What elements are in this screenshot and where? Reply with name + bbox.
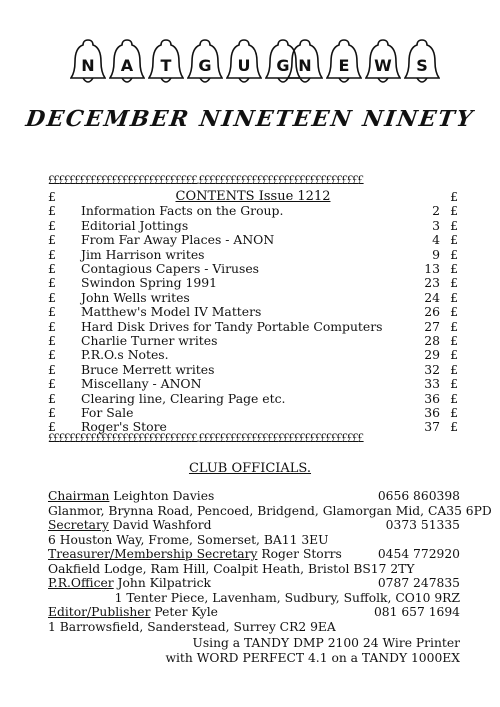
contents-item-page: 4	[432, 232, 440, 248]
contents-row	[48, 347, 458, 361]
contents-row	[48, 405, 458, 419]
contents-item-title: P.R.O.s Notes.	[81, 347, 169, 363]
news-letter-3: S	[416, 56, 428, 75]
pr-officer-name: John Kilpatrick	[113, 576, 211, 590]
contents-row	[48, 203, 458, 217]
contents-item-page: 2	[432, 203, 440, 219]
pr-officer-phone: 0787 247835	[377, 576, 460, 590]
contents-row	[48, 290, 458, 304]
pound-left: £	[48, 217, 56, 233]
contents-row	[48, 218, 458, 232]
chairman-address: Glanmor, Brynna Road, Pencoed, Bridgend, Glamorgan Mid, CA35 6PD	[48, 504, 492, 518]
contents-item-page: 32	[424, 361, 440, 377]
contents-border-top: ££££££££££££££££££££££££££££.£££££££££££££££££££££££££££££££	[48, 174, 363, 186]
pound-left: £	[48, 232, 56, 248]
chairman-name: Leighton Davies	[109, 489, 215, 503]
news-letter-1: E	[338, 56, 350, 75]
natgug-bell-3	[187, 38, 223, 88]
contents-title-row	[48, 189, 458, 203]
issue-date-heading: DECEMBER NINETEEN NINETY	[24, 106, 476, 132]
masthead	[0, 38, 500, 98]
editor-address: 1 Barrowsfield, Sanderstead, Surrey CR2 9EA	[48, 620, 336, 634]
natgug-bell-4	[226, 38, 262, 88]
contents-item-page: 29	[424, 347, 440, 363]
treasurer-role: Treasurer/Membership Secretary	[48, 547, 258, 561]
printer-note-line1: Using a TANDY DMP 2100 24 Wire Printer	[192, 636, 460, 650]
contents-item-page: 24	[424, 289, 440, 305]
editor-role: Editor/Publisher	[48, 605, 151, 619]
contents-item-title: Roger's Store	[81, 419, 167, 435]
natgug-bell-2	[148, 38, 184, 88]
treasurer-name: Roger Storrs	[257, 547, 342, 561]
pound-left: £	[48, 289, 56, 305]
contents-item-page: 27	[424, 318, 440, 334]
pound-right: £	[450, 390, 458, 406]
natgug-letter-2: T	[160, 56, 172, 75]
pound-right: £	[450, 347, 458, 363]
natgug-letter-1: A	[120, 56, 134, 75]
pr-officer-line	[48, 576, 211, 590]
pound-right: £	[450, 376, 458, 392]
contents-item-page: 26	[424, 304, 440, 320]
pound-right: £	[450, 304, 458, 320]
pound-right: £	[450, 246, 458, 262]
editor-line	[48, 605, 218, 619]
editor-phone: 081 657 1694	[373, 605, 460, 619]
pound-right: £	[450, 232, 458, 248]
contents-row	[48, 333, 458, 347]
contents-row	[48, 261, 458, 275]
contents-row	[48, 362, 458, 376]
contents-item-page: 36	[424, 405, 440, 420]
pound-left: £	[48, 419, 56, 435]
printer-note-line2: with WORD PERFECT 4.1 on a TANDY 1000EX	[165, 651, 460, 665]
chairman-role: Chairman	[48, 489, 110, 503]
contents-item-page: 9	[432, 246, 440, 262]
contents-row	[48, 319, 458, 333]
contents-item-title: Clearing line, Clearing Page etc.	[81, 390, 286, 406]
pr-officer-role: P.R.Officer	[48, 576, 114, 590]
contents-item-page: 28	[424, 333, 440, 348]
pound-right: £	[450, 289, 458, 305]
masthead-word-news	[287, 38, 440, 88]
natgug-letter-4: U	[237, 56, 251, 75]
treasurer-line	[48, 547, 342, 561]
contents-item-page: 13	[424, 261, 440, 276]
secretary-role: Secretary	[48, 518, 109, 532]
news-letter-0: N	[298, 56, 312, 75]
pound-left: £	[48, 376, 56, 392]
contents-item-title: Bruce Merrett writes	[81, 361, 215, 377]
contents-item-title: Swindon Spring 1991	[81, 275, 218, 291]
contents-row	[48, 391, 458, 405]
news-bell-2	[365, 38, 401, 88]
pound-right: £	[450, 217, 458, 233]
pr-officer-address: 1 Tenter Piece, Lavenham, Sudbury, Suffolk, CO10 9RZ	[114, 591, 460, 605]
contents-item-page: 37	[424, 419, 440, 435]
natgug-bell-1	[109, 38, 145, 88]
masthead-word-natgug	[70, 38, 301, 88]
contents-item-title: For Sale	[81, 405, 134, 420]
pound-left: £	[48, 347, 56, 363]
pound-left: £	[48, 261, 56, 276]
contents-item-title: Contagious Capers - Viruses	[81, 261, 260, 276]
news-bell-3	[404, 38, 440, 88]
pound-left: £	[48, 203, 56, 219]
natgug-letter-0: N	[81, 56, 95, 75]
contents-item-title: Editorial Jottings	[81, 217, 189, 233]
natgug-letter-5: G	[276, 56, 290, 75]
contents-border-bottom: ££££££££££££££££££££££££££££.£££££££££££££££££££££££££££££££	[48, 432, 363, 444]
contents-title: CONTENTS Issue 1212	[175, 189, 331, 204]
chairman-line	[48, 489, 214, 503]
contents-item-title: Charlie Turner writes	[81, 333, 218, 348]
pound-left: £	[48, 318, 56, 334]
pound-left: £	[48, 246, 56, 262]
contents-item-title: From Far Away Places - ANON	[81, 232, 275, 248]
contents-row	[48, 304, 458, 318]
secretary-name: David Washford	[108, 518, 212, 532]
pound-right: £	[450, 333, 458, 348]
contents-row	[48, 247, 458, 261]
contents-item-title: Hard Disk Drives for Tandy Portable Computers	[81, 318, 383, 334]
chairman-phone: 0656 860398	[377, 489, 460, 503]
pound-right: £	[450, 261, 458, 276]
pound-right: £	[450, 189, 458, 204]
pound-left: £	[48, 405, 56, 420]
news-bell-0	[287, 38, 323, 88]
news-bell-1	[326, 38, 362, 88]
club-officials-title: CLUB OFFICIALS.	[188, 461, 312, 476]
editor-name: Peter Kyle	[150, 605, 218, 619]
natgug-letter-3: G	[198, 56, 212, 75]
pound-right: £	[450, 419, 458, 435]
pound-right: £	[450, 275, 458, 291]
contents-item-page: 23	[424, 275, 440, 291]
news-letter-2: W	[374, 56, 392, 75]
treasurer-phone: 0454 772920	[377, 547, 460, 561]
contents-item-title: Miscellany - ANON	[81, 376, 202, 392]
secretary-line	[48, 518, 211, 532]
contents-item-title: Information Facts on the Group.	[81, 203, 284, 219]
pound-left: £	[48, 304, 56, 320]
pound-left: £	[48, 333, 56, 348]
pound-left: £	[48, 189, 56, 204]
pound-right: £	[450, 203, 458, 219]
pound-left: £	[48, 361, 56, 377]
contents-item-page: 3	[432, 217, 440, 233]
pound-right: £	[450, 361, 458, 377]
secretary-address: 6 Houston Way, Frome, Somerset, BA11 3EU	[48, 533, 329, 547]
contents-row	[48, 275, 458, 289]
contents-item-title: Jim Harrison writes	[81, 246, 205, 262]
contents-item-page: 36	[424, 390, 440, 406]
pound-left: £	[48, 275, 56, 291]
contents-row	[48, 376, 458, 390]
pound-right: £	[450, 318, 458, 334]
secretary-phone: 0373 51335	[385, 518, 460, 532]
pound-right: £	[450, 405, 458, 420]
contents-item-page: 33	[424, 376, 440, 392]
contents-item-title: John Wells writes	[81, 289, 190, 305]
contents-row	[48, 232, 458, 246]
natgug-bell-0	[70, 38, 106, 88]
treasurer-address: Oakfield Lodge, Ram Hill, Coalpit Heath, Bristol BS17 2TY	[48, 562, 415, 576]
contents-item-title: Matthew's Model IV Matters	[81, 304, 262, 320]
pound-left: £	[48, 390, 56, 406]
